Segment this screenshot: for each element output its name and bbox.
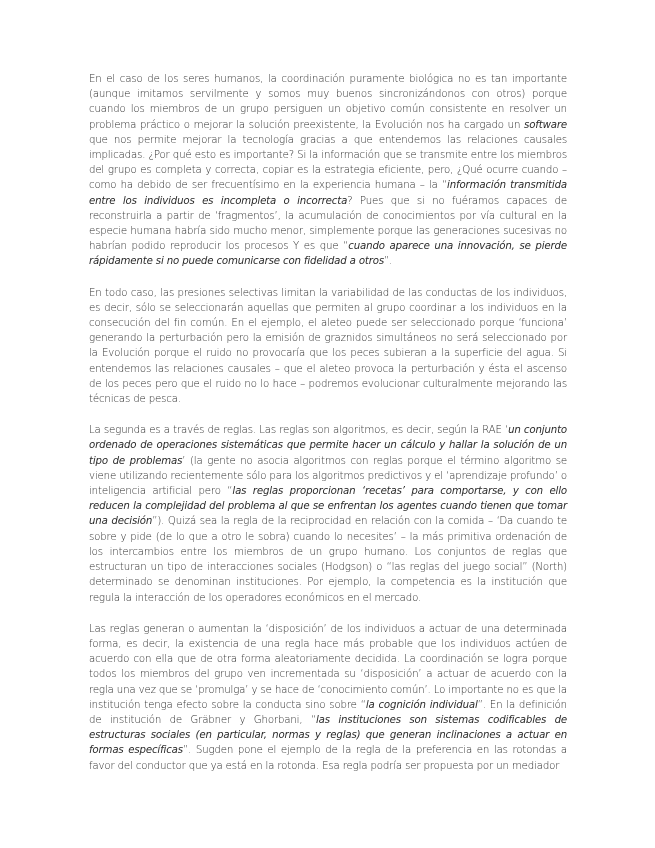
paragraph [89, 423, 567, 605]
text-segment: ”. Sugden pone el ejemplo de la regla de la preferencia en las rotondas a favor del conductor que ya está en la rotonda. Esa regla podría ser propuesta por un mediador [89, 745, 567, 772]
paragraph [89, 286, 567, 408]
paragraph [89, 622, 567, 774]
document-body [89, 72, 567, 790]
paragraph [89, 72, 567, 270]
text-segment: ’ (la gente no asocia algoritmos con reglas porque el término algoritmo se viene utilizando recientemente sólo para los algoritmos predictivos y el ‘aprendizaje profundo’ o inteligencia artificial pero “ [89, 455, 567, 498]
italic-segment: las reglas proporcionan ‘recetas’ para comportarse, y con ello reducen la complejidad del problema al que se enfrentan los agentes cuando tienen que tomar una decisión [89, 486, 568, 528]
text-segment: En el caso de los seres humanos, la coordinación puramente biológica no es tan importante (aunque imitamos servilmente y somos muy buenos sincronizándonos con otros) porque cuando los miembros de un grupo persiguen un objetivo común consistente en resolver un problema práctico o mejorar la solución preexistente, la Evolución nos ha cargado un [89, 74, 567, 131]
text-segment: ”). Quizá sea la regla de la reciprocidad en relación con la comida – ‘Da cuando te sobre y pide (de lo que a otro le sobra) cuando lo necesites’ – la más primitiva ordenación de los intercambios entre los miembros de un grupo humano. Los conjuntos de reglas que estructuran un tipo de interacciones sociales (Hodgson) o “las reglas del juego social” (North) determinado se denominan instituciones. Por ejemplo, la competencia es la institución que regula la interacción de los operadores económicos en el mercado. [89, 516, 567, 604]
italic-segment: información transmitida entre los individuos es incompleta o incorrecta [89, 180, 567, 207]
text-segment: ? Pues que si no fuéramos capaces de reconstruirla a partir de ‘fragmentos’, la acumulación de conocimientos por vía cultural en la especie humana habría sido mucho menor, simplemente porque las generaciones sucesivas no habrían podido reproducir los procesos Y es que “ [89, 195, 567, 253]
italic-segment: software [524, 119, 567, 131]
text-segment: Las reglas generan o aumentan la ‘disposición’ de los individuos a actuar de una determinada forma, es decir, la existencia de una regla hace más probable que los individuos actúen de acuerdo con ella que de otra forma aleatoriamente decidida. La coordinación se logra porque todos los miembros del grupo ven incrementada su ‘disposición’ a actuar de acuerdo con la regla una vez que se ‘promulga’ y se hace de ‘conocimiento común’. Lo importante no es que la institución tenga efecto sobre la conducta sino sobre “ [89, 623, 567, 711]
text-segment: En todo caso, las presiones selectivas limitan la variabilidad de las conductas de los individuos, es decir, sólo se seleccionarán aquellas que permiten al grupo coordinar a los individuos en la consecución del fin común. En el ejemplo, el aleteo puede ser seleccionado porque ‘funciona’ generando la perturbación pero la emisión de graznidos simultáneos no será seleccionado por la Evolución porque el ruido no provocaría que los peces subieran a la superficie del agua. Si entendemos las relaciones causales – que el aleteo provoca la perturbación y ésta el ascenso de los peces pero que el ruido no lo hace – podremos evolucionar culturalmente mejorando las técnicas de pesca. [89, 287, 567, 406]
italic-segment: cuando aparece una innovación, se pierde rápidamente si no puede comunicarse con fidelidad a otros [89, 241, 567, 268]
text-segment: ”. En la definición de institución de Gräbner y Ghorbani, “ [89, 699, 567, 726]
text-segment: ”. [384, 256, 393, 268]
italic-segment: la cognición individual [365, 699, 478, 711]
text-segment: La segunda es a través de reglas. Las reglas son algoritmos, es decir, según la RAE ‘ [89, 425, 509, 437]
italic-segment: las instituciones son sistemas codificables de estructuras sociales (en particular, normas y reglas) que generan inclinaciones a actuar en formas específicas [89, 714, 568, 757]
italic-segment: un conjunto ordenado de operaciones sistemáticas que permite hacer un cálculo y hallar la solución de un tipo de problemas [89, 425, 567, 467]
text-segment: que nos permite mejorar la tecnología gracias a que entendemos las relaciones causales implicadas. ¿Por qué esto es importante? Si la información que se transmite entre los miembros del grupo es completa y correcta, copiar es la estrategia eficiente, pero, ¿Qué ocurre cuando – como ha debido de ser frecuentísimo en la experiencia humana – la “ [89, 134, 567, 192]
